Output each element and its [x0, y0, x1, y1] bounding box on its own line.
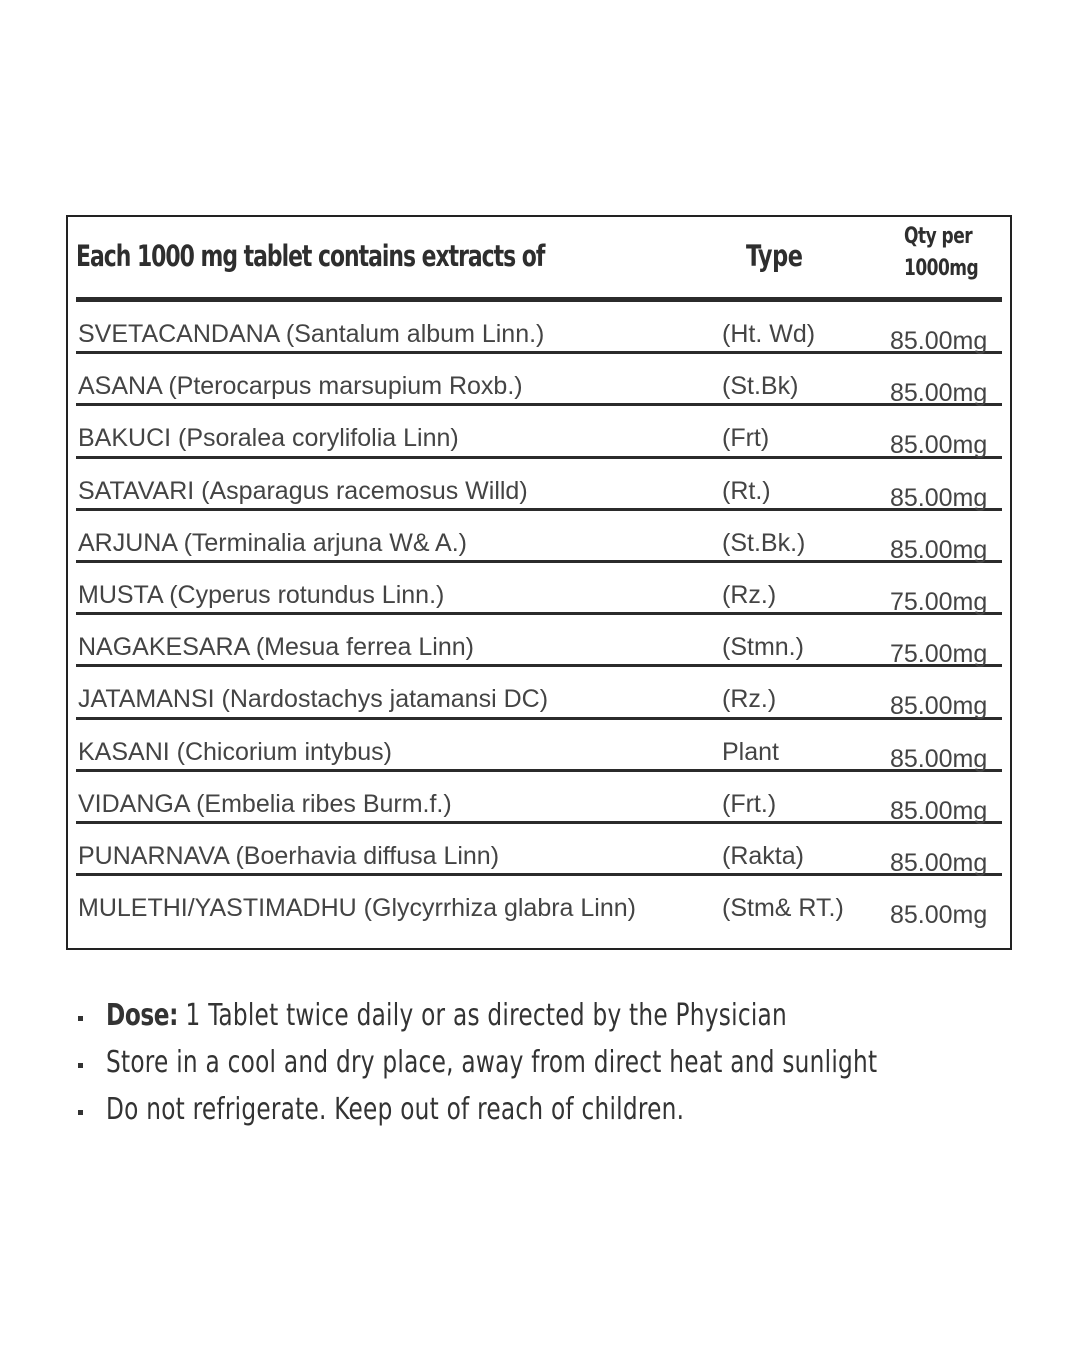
ingredient-qty: 75.00mg [890, 640, 988, 669]
ingredient-name: SVETACANDANA (Santalum album Linn.) [78, 320, 545, 348]
table-row [76, 406, 1002, 458]
ingredient-qty: 75.00mg [890, 587, 988, 616]
header-qty-line2: 1000mg [904, 256, 979, 281]
ingredient-type: (Rt.) [722, 476, 771, 505]
ingredient-type: Plant [722, 737, 779, 766]
ingredient-name: KASANI (Chicorium intybus) [78, 737, 392, 766]
ingredient-type: (Stm& RT.) [722, 894, 844, 923]
table-row [76, 615, 1002, 667]
table-row [76, 302, 1002, 354]
ingredient-type: (St.Bk.) [722, 528, 806, 557]
ingredient-type: (Frt) [722, 424, 770, 453]
ingredient-qty: 85.00mg [890, 327, 988, 355]
table-header [76, 217, 1002, 302]
storage-text: Store in a cool and dry place, away from direct heat and sunlight [106, 1045, 878, 1080]
table-row [76, 354, 1002, 406]
table-row [76, 563, 1002, 615]
ingredients-table [66, 215, 1012, 950]
ingredient-qty: 85.00mg [890, 431, 988, 460]
ingredient-name: BAKUCI (Psoralea corylifolia Linn) [78, 424, 459, 453]
ingredient-type: (Ht. Wd) [722, 320, 816, 348]
usage-notes [76, 998, 1066, 1139]
ingredient-name: NAGAKESARA (Mesua ferrea Linn) [78, 633, 474, 662]
ingredient-type: (St.Bk) [722, 372, 799, 401]
table-row [76, 511, 1002, 563]
dose-label: Dose: [106, 998, 178, 1033]
header-ingredients: Each 1000 mg tablet contains extracts of [76, 239, 545, 273]
ingredient-name: SATAVARI (Asparagus racemosus Willd) [78, 476, 528, 505]
table-row [76, 459, 1002, 511]
ingredient-type: (Stmn.) [722, 633, 804, 662]
ingredient-qty: 85.00mg [890, 848, 988, 877]
ingredient-qty: 85.00mg [890, 744, 988, 773]
ingredient-qty: 85.00mg [890, 483, 988, 512]
bullet-icon [78, 1110, 83, 1115]
dose-note [76, 998, 1066, 1045]
table-row [76, 824, 1002, 876]
bullet-icon [78, 1063, 83, 1068]
storage-note [76, 1045, 1066, 1092]
ingredient-type: (Rz.) [722, 685, 777, 714]
ingredient-type: (Rakta) [722, 841, 804, 870]
ingredient-name: PUNARNAVA (Boerhavia diffusa Linn) [78, 841, 500, 870]
ingredient-name: ASANA (Pterocarpus marsupium Roxb.) [78, 372, 523, 401]
table-row [76, 772, 1002, 824]
ingredient-qty: 85.00mg [890, 379, 988, 408]
dose-text: 1 Tablet twice daily or as directed by the Physician [177, 998, 788, 1033]
header-qty-line1: Qty per [904, 224, 973, 249]
header-qty [904, 221, 978, 285]
ingredient-type: (Frt.) [722, 789, 777, 818]
table-body [76, 302, 1002, 928]
ingredient-name: MUSTA (Cyperus rotundus Linn.) [78, 580, 445, 609]
table-row [76, 876, 1002, 928]
header-type: Type [746, 239, 803, 273]
ingredient-qty: 85.00mg [890, 796, 988, 825]
ingredient-name: VIDANGA (Embelia ribes Burm.f.) [78, 789, 452, 818]
table-row [76, 667, 1002, 719]
ingredient-qty: 85.00mg [890, 535, 988, 564]
warning-note [76, 1092, 1066, 1139]
ingredient-name: JATAMANSI (Nardostachys jatamansi DC) [78, 685, 549, 714]
ingredient-name: ARJUNA (Terminalia arjuna W& A.) [78, 528, 468, 557]
table-row [76, 720, 1002, 772]
bullet-icon [78, 1016, 83, 1021]
warning-text: Do not refrigerate. Keep out of reach of children. [106, 1092, 685, 1127]
ingredient-qty: 85.00mg [890, 901, 988, 930]
ingredient-name: MULETHI/YASTIMADHU (Glycyrrhiza glabra Linn) [78, 894, 636, 923]
ingredient-type: (Rz.) [722, 580, 777, 609]
ingredient-qty: 85.00mg [890, 692, 988, 721]
